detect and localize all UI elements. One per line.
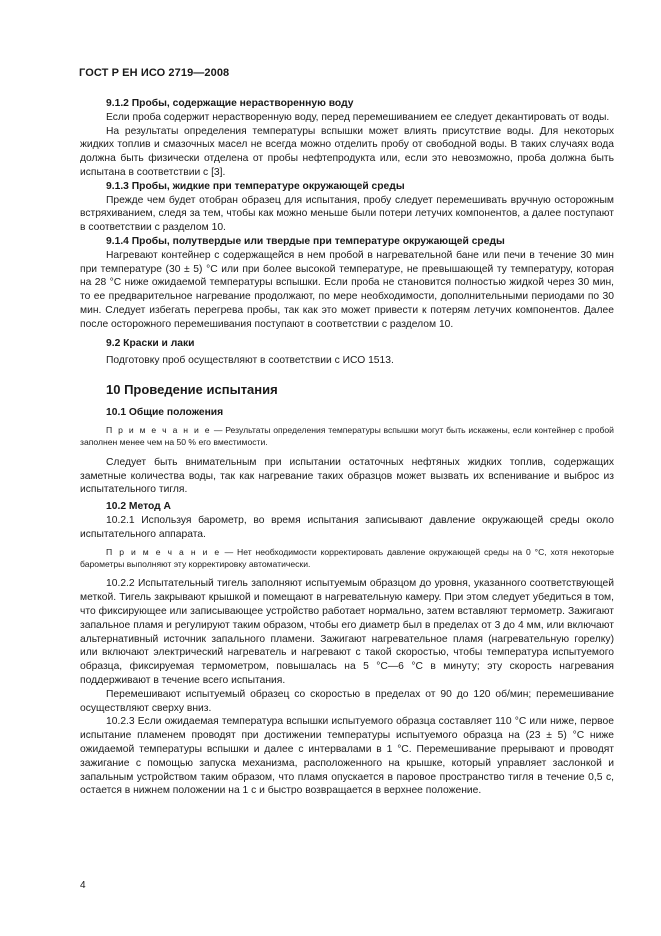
- paragraph: Следует быть внимательным при испытании остаточных нефтяных жидких топлив, содержащих заметные количества воды, так как нагревание таких образцов может вызвать их вспенивание и выброс из испытательного тигля.: [80, 456, 614, 496]
- page-number: 4: [80, 880, 86, 891]
- note-text: — Нет необходимости корректировать давление окружающей среды на 0 °С, хотя некоторые барометры выполняют эту корректировку автоматически.: [80, 546, 614, 569]
- note-label: П р и м е ч а н и е: [106, 546, 221, 557]
- paragraph: 10.2.1 Используя барометр, во время испытания записывают давление окружающей среды около испытательного аппарата.: [80, 514, 614, 540]
- paragraph: Перемешивают испытуемый образец со скоростью в пределах от 90 до 120 об/мин; перемешивание осуществляют сверху вниз.: [80, 688, 614, 714]
- section-9-2-title: 9.2 Краски и лаки: [106, 337, 195, 349]
- paragraph: 10.2.3 Если ожидаемая температура вспышки испытуемого образца составляет 110 °С или ниже, первое испытание пламенем проводят при достижении температуры испытуемого образца на (23 ± 5) °С ниже ожидаемой температуры вспышки и далее с интервалами в 1 °С. Перемешивание прерывают и проводят зажигание с помощью запуска механизма, расположенного на крышке, который управляет заслонкой и запальным устройством таким образом, что пламя опускается в паровое пространство тигля в течение 0,5 с, остается в нижнем положении на 1 с и быстро возвращается в верхнее положение.: [80, 716, 614, 797]
- paragraph: Подготовку проб осуществляют в соответствии с ИСО 1513.: [106, 355, 394, 367]
- note: [80, 546, 614, 571]
- document-body: [80, 97, 614, 798]
- section-9-1-4-title: 9.1.4 Пробы, полутвердые или твердые при температуре окружающей среды: [106, 235, 505, 247]
- paragraph: Если проба содержит нерастворенную воду, перед перемешиванием ее следует декантировать от воды.: [106, 111, 610, 123]
- document-header: ГОСТ Р ЕН ИСО 2719—2008: [79, 67, 230, 79]
- note-label: П р и м е ч а н и е: [106, 424, 212, 435]
- note: [80, 424, 614, 449]
- section-10-1-title: 10.1 Общие положения: [106, 407, 224, 419]
- paragraph: 10.2.2 Испытательный тигель заполняют испытуемым образцом до уровня, указанного соответствующей меткой. Тигель закрывают крышкой и помещают в нагревательную камеру. При этом следует убедиться в том, что фиксирующее или записывающее устройство работает нормально, затем вставляют термометр. Зажигают запальное пламя и регулируют таким образом, чтобы его диаметр был в пределах от 3 до 4 мм, или включают альтернативный источник запального пламени. Зажигают нагревательное пламя (нагревательную горелку) или включают электрический нагреватель и нагревают с такой скоростью, чтобы температура испытуемого образца, фиксируемая термометром, повышалась на 5 °С—6 °С в минуту; эту скорость нагревания поддерживают в течение всего испытания.: [80, 578, 614, 686]
- section-10-title: 10 Проведение испытания: [106, 382, 278, 398]
- section-9-1-3-title: 9.1.3 Пробы, жидкие при температуре окружающей среды: [106, 180, 405, 192]
- note-text: — Результаты определения температуры вспышки могут быть искажены, если контейнер с пробой заполнен менее чем на 50 % его вместимости.: [80, 424, 614, 448]
- section-9-1-2-title: 9.1.2 Пробы, содержащие нерастворенную воду: [106, 98, 354, 109]
- paragraph: На результаты определения температуры вспышки может влиять присутствие воды. Для некоторых жидких топлив и смазочных масел не всегда можно отделить пробу от свободной воды. В таких случаях вода должна быть физически отделена от пробы нефтепродукта или, если это невозможно, проба должна быть испытана в соответствии с [3].: [80, 125, 614, 178]
- paragraph: Нагревают контейнер с содержащейся в нем пробой в нагревательной бане или печи в течение 30 мин при температуре (30 ± 5) °С или при более высокой температуре, не превышающей ту температуру, которая на 28 °С ниже ожидаемой температуры вспышки. Если проба не становится полностью жидкой через 30 мин, то ее предварительное нагревание продолжают, по мере необходимости, дополнительными периодами по 30 мин. Следует избегать перегрева пробы, так как это может привести к потерям летучих компонентов. Далее после осторожного перемешивания поступают в соответствии с разделом 10.: [80, 249, 614, 330]
- paragraph: Прежде чем будет отобран образец для испытания, пробу следует перемешивать вручную осторожным встряхиванием, следя за тем, чтобы как можно меньше были потери летучих компонентов, а далее поступают в соответствии с разделом 10.: [80, 194, 614, 234]
- section-10-2-title: 10.2 Метод А: [106, 501, 171, 513]
